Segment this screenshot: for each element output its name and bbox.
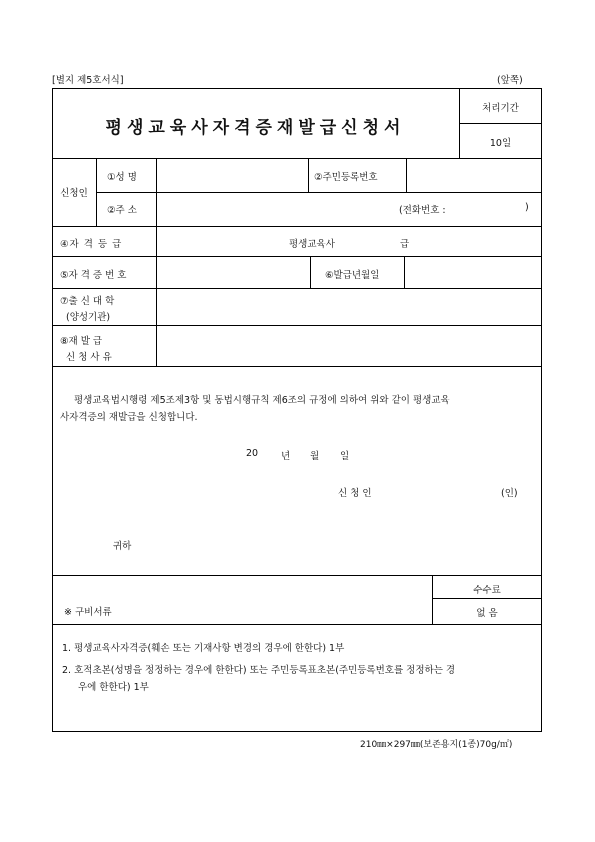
divider (308, 158, 309, 192)
reason-label-2: 신 청 사 유 (66, 352, 112, 363)
grade-field[interactable] (346, 229, 396, 253)
paper-spec: 210㎜×297㎜(보존용지(1종)70g/㎡) (360, 740, 513, 750)
phone-field[interactable] (460, 194, 522, 224)
required-documents-label: ※ 구비서류 (64, 607, 112, 618)
date-month-unit: 월 (310, 451, 320, 462)
certificate-number-field[interactable] (158, 258, 308, 286)
fee-value: 없 음 (476, 608, 498, 619)
page-side-label: (앞쪽) (497, 75, 523, 86)
signer-label: 신 청 인 (338, 488, 372, 499)
seal-mark: (인) (501, 488, 518, 499)
grade-suffix: 급 (400, 239, 410, 250)
divider (52, 575, 542, 576)
divider (52, 226, 542, 227)
divider (310, 256, 311, 288)
divider (406, 158, 407, 192)
address-label: ②주 소 (107, 205, 137, 216)
date-year-unit: 년 (281, 451, 291, 462)
signer-field[interactable] (385, 480, 495, 498)
divider (52, 325, 542, 326)
date-day-unit: 일 (340, 451, 350, 462)
school-sublabel: (양성기관) (66, 312, 111, 323)
divider (459, 123, 542, 124)
divider (96, 158, 97, 226)
rrn-field[interactable] (408, 160, 540, 190)
divider (52, 366, 542, 367)
statement-line-1: 평생교육법시행령 제5조제3항 및 동법시행규칙 제6조의 규정에 의하여 위와 같이 평생교육 (74, 395, 450, 406)
issue-date-label: ⑥발급년월일 (325, 270, 380, 281)
processing-period-label: 처리기간 (482, 103, 519, 114)
divider (156, 158, 157, 366)
school-field[interactable] (158, 290, 540, 323)
address-field[interactable] (158, 194, 388, 224)
reason-label: ⑧재 발 급 (60, 336, 103, 347)
document-item-2-cont: 우에 한한다) 1부 (78, 682, 149, 693)
date-year: 20 (246, 448, 259, 459)
divider (52, 158, 542, 159)
processing-period-value: 10일 (489, 138, 512, 149)
certificate-number-label: ⑤자 격 증 번 호 (60, 270, 127, 281)
divider (432, 598, 542, 599)
divider (404, 256, 405, 288)
addressee: 귀하 (113, 541, 132, 552)
divider (52, 288, 542, 289)
school-label: ⑦출 신 대 학 (60, 296, 115, 307)
divider (96, 192, 542, 193)
phone-label: (전화번호 : (399, 205, 446, 216)
form-code: [별지 제5호서식] (52, 75, 124, 86)
fee-label: 수수료 (473, 585, 501, 596)
phone-close: ) (525, 202, 529, 213)
applicant-group-label: 신청인 (60, 188, 88, 199)
grade-label: ④자 격 등 급 (60, 239, 123, 250)
name-field[interactable] (158, 160, 306, 190)
document-item-1: 1. 평생교육사자격증(훼손 또는 기재사항 변경의 경우에 한한다) 1부 (62, 643, 345, 654)
divider (52, 256, 542, 257)
reason-field[interactable] (158, 327, 540, 364)
grade-value: 평생교육사 (289, 239, 335, 250)
statement-line-2: 사자격증의 재발급을 신청합니다. (60, 412, 198, 423)
divider (52, 624, 542, 625)
name-label: ①성 명 (107, 172, 137, 183)
issue-date-field[interactable] (406, 258, 540, 286)
document-item-2: 2. 호적초본(성명을 정정하는 경우에 한한다) 또는 주민등록표초본(주민등록번호를 정정하는 경 (62, 665, 456, 676)
form-title: 평생교육사자격증재발급신청서 (105, 118, 406, 138)
rrn-label: ②주민등록번호 (314, 172, 378, 183)
